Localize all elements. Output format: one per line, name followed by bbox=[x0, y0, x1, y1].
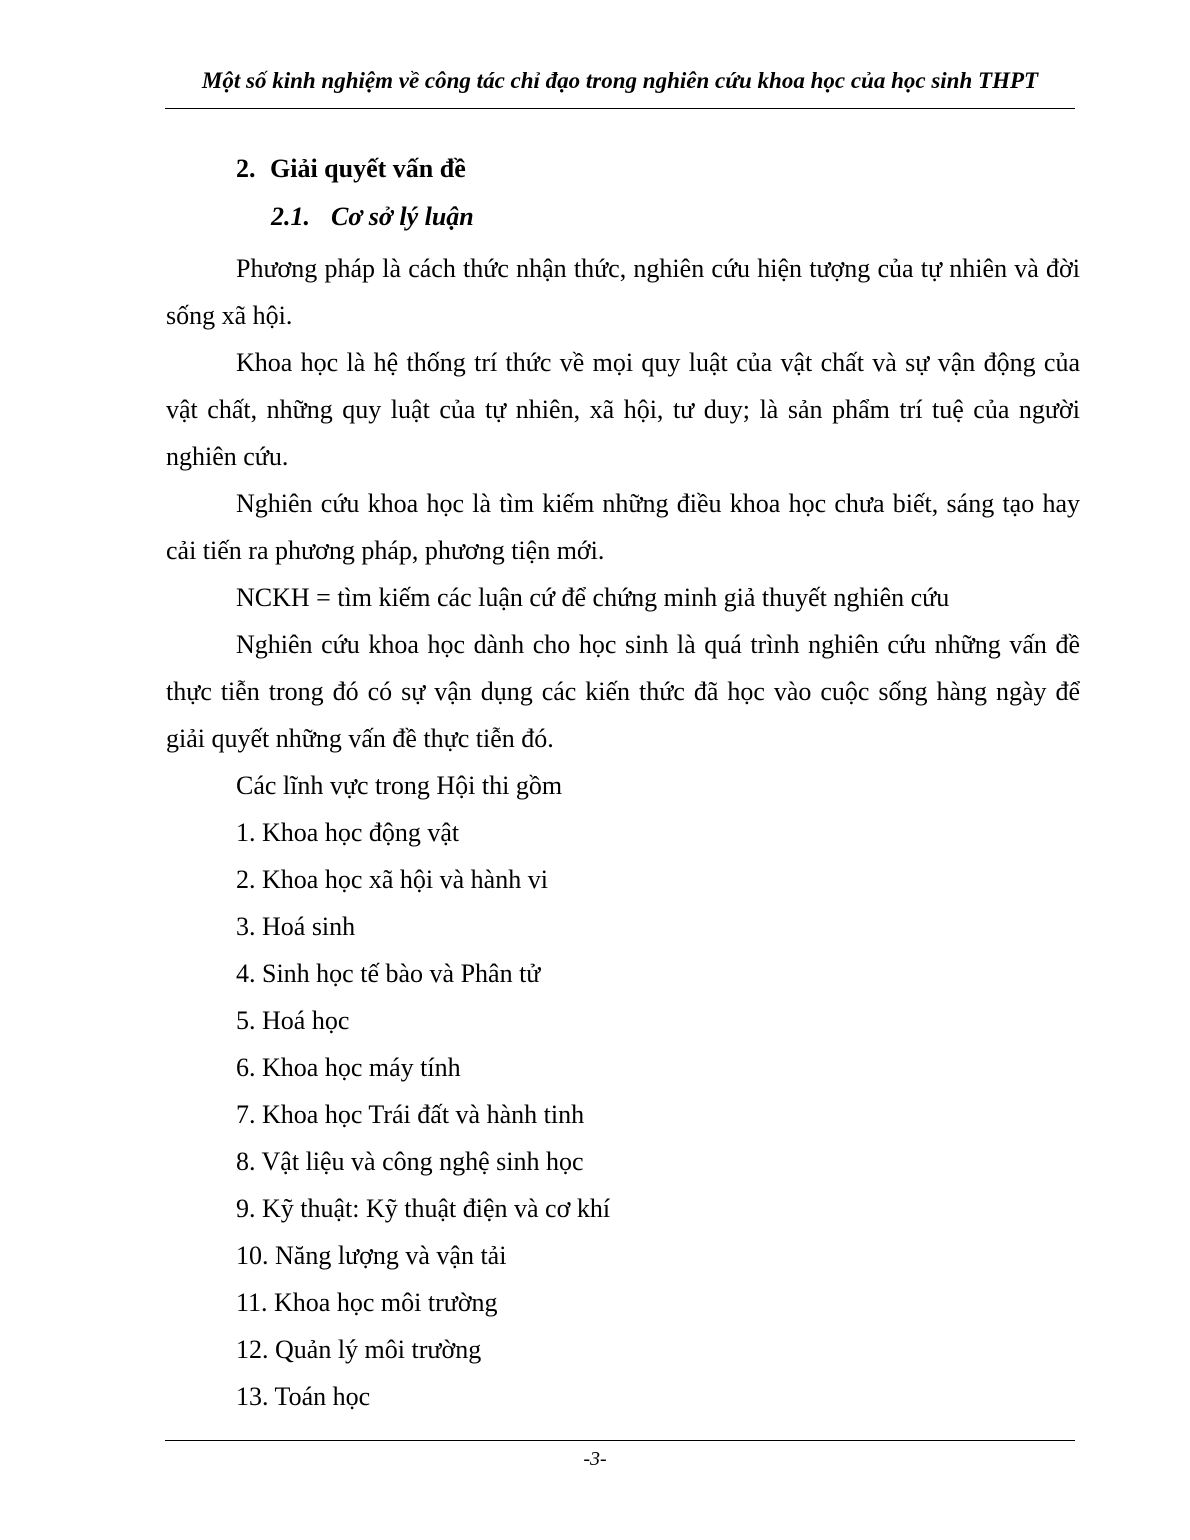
subsection-number: 2.1. bbox=[271, 202, 310, 231]
list-item: 2. Khoa học xã hội và hành vi bbox=[236, 865, 548, 894]
subsection-title: Cơ sở lý luận bbox=[331, 202, 474, 231]
list-item: 12. Quản lý môi trường bbox=[236, 1335, 482, 1364]
list-item: 13. Toán học bbox=[236, 1382, 371, 1411]
section-number: 2. bbox=[236, 154, 256, 183]
footer-divider bbox=[165, 1440, 1075, 1441]
list-item: 10. Năng lượng và vận tải bbox=[236, 1241, 507, 1270]
page-number: -3- bbox=[583, 1448, 607, 1470]
running-header-title: Một số kinh nghiệm về công tác chỉ đạo trong nghiên cứu khoa học của học sinh THPT bbox=[201, 68, 1039, 93]
paragraph-science-definition: Khoa học là hệ thống trí thức về mọi quy luật của vật chất và sự vận động của vật chất, những quy luật của tự nhiên, xã hội, tư duy; là sản phẩm trí tuệ của người nghiên cứu. bbox=[166, 348, 1080, 471]
section-title: Giải quyết vấn đề bbox=[270, 154, 466, 183]
list-item: 7. Khoa học Trái đất và hành tinh bbox=[236, 1100, 585, 1129]
list-item: 11. Khoa học môi trường bbox=[236, 1288, 498, 1317]
header-divider bbox=[165, 108, 1075, 109]
section-heading bbox=[236, 154, 466, 184]
paragraph-nckh-formula: NCKH = tìm kiếm các luận cứ để chứng minh giả thuyết nghiên cứu bbox=[236, 583, 950, 612]
subsection-heading bbox=[271, 202, 474, 232]
list-item: 3. Hoá sinh bbox=[236, 912, 356, 941]
list-intro: Các lĩnh vực trong Hội thi gồm bbox=[236, 771, 563, 800]
list-item: 1. Khoa học động vật bbox=[236, 818, 460, 847]
list-item: 6. Khoa học máy tính bbox=[236, 1053, 461, 1082]
list-item: 4. Sinh học tế bào và Phân tử bbox=[236, 959, 541, 988]
paragraph-method-definition: Phương pháp là cách thức nhận thức, nghiên cứu hiện tượng của tự nhiên và đời sống xã hội. bbox=[166, 254, 1080, 330]
paragraph-student-research: Nghiên cứu khoa học dành cho học sinh là quá trình nghiên cứu những vấn đề thực tiễn trong đó có sự vận dụng các kiến thức đã học vào cuộc sống hàng ngày để giải quyết những vấn đề thực tiễn đó. bbox=[166, 630, 1080, 753]
paragraph-research-definition: Nghiên cứu khoa học là tìm kiếm những điều khoa học chưa biết, sáng tạo hay cải tiến ra phương pháp, phương tiện mới. bbox=[166, 489, 1080, 565]
list-item: 5. Hoá học bbox=[236, 1006, 350, 1035]
list-item: 9. Kỹ thuật: Kỹ thuật điện và cơ khí bbox=[236, 1194, 611, 1223]
list-item: 8. Vật liệu và công nghệ sinh học bbox=[236, 1147, 584, 1176]
competition-fields-list bbox=[236, 762, 610, 1420]
